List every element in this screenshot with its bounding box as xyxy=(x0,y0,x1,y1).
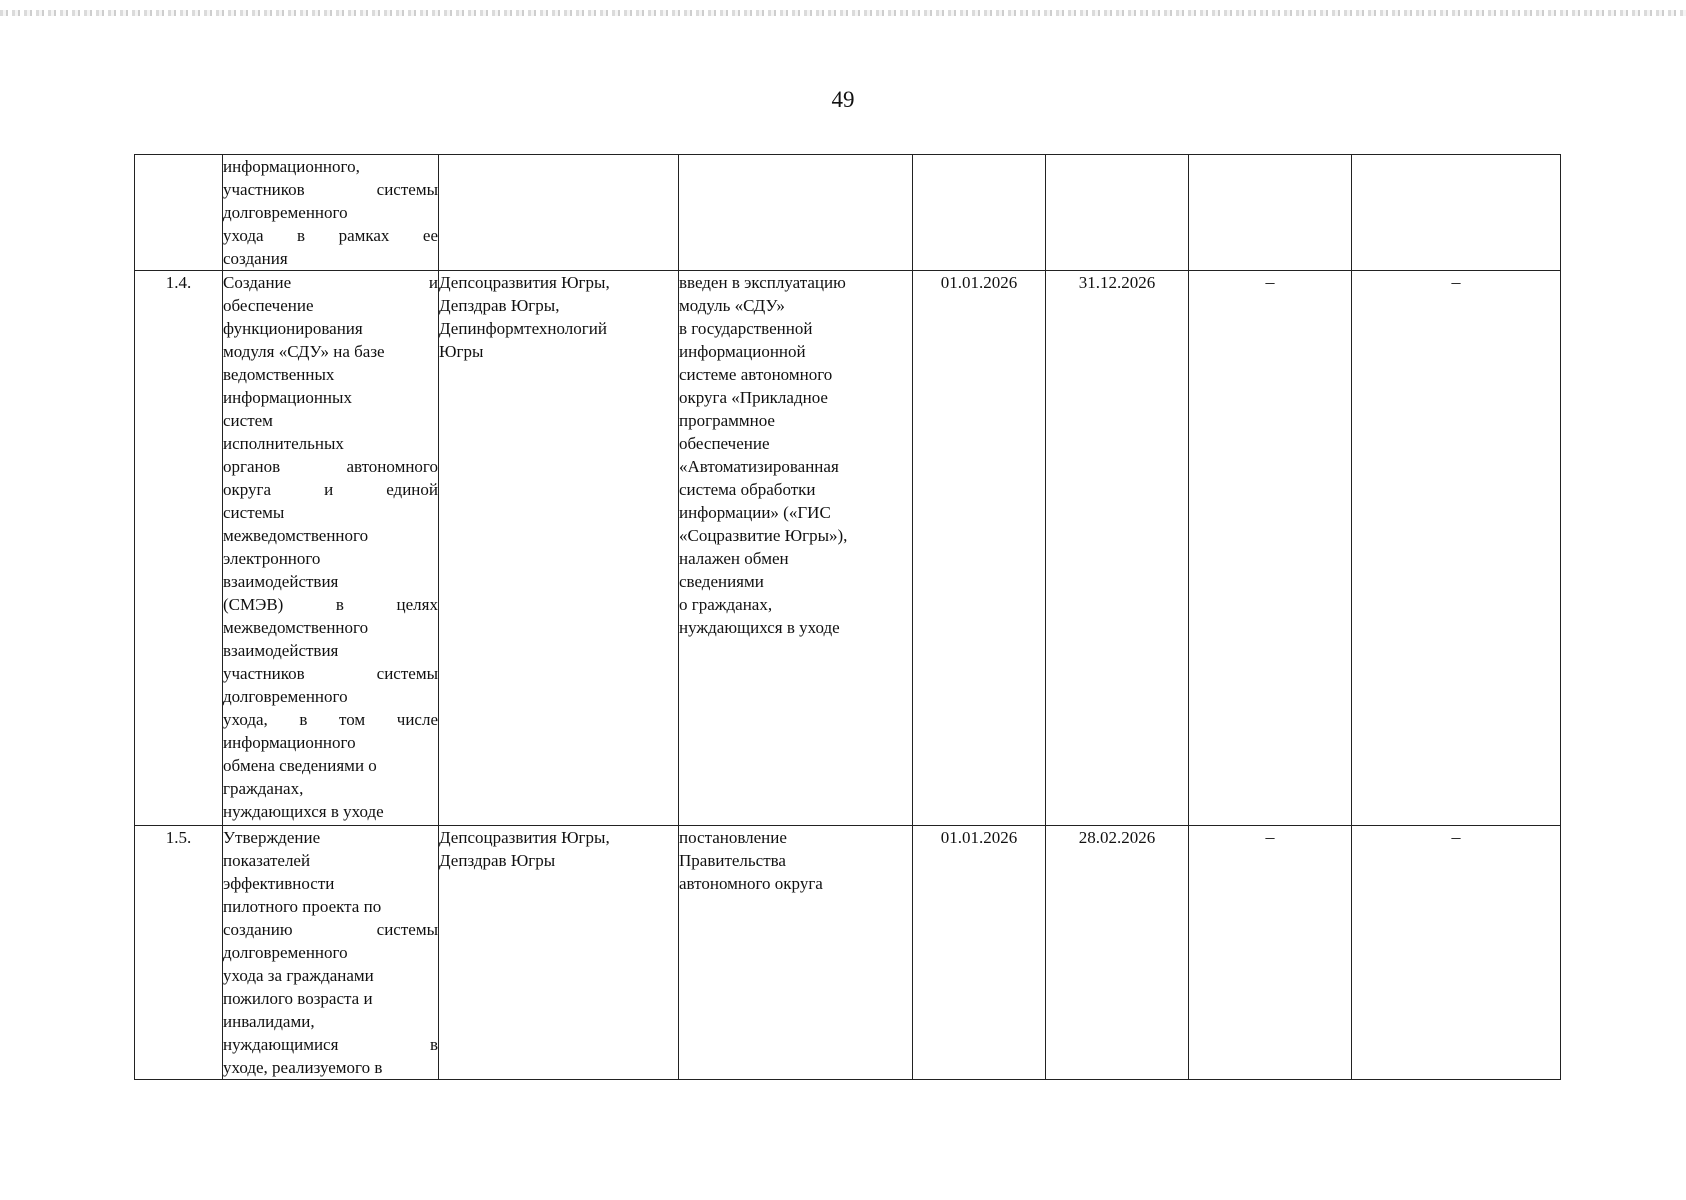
activity-cell xyxy=(223,826,439,1080)
cell-text-line: гражданах, xyxy=(223,779,304,798)
cell-text-word: созданию xyxy=(223,920,293,939)
row-number-cell xyxy=(135,826,223,1080)
scan-top-edge xyxy=(0,10,1686,16)
cell-text-word: (СМЭВ) xyxy=(223,595,284,614)
cell-text-line: программное xyxy=(679,411,775,430)
cell-text-word: в xyxy=(297,226,306,245)
extra-cell-2 xyxy=(1352,155,1561,271)
cell-text-line xyxy=(223,478,438,501)
cell-text-line: сведениями xyxy=(679,572,764,591)
cell-text-word: системы xyxy=(376,664,438,683)
cell-text-line: Депздрав Югры xyxy=(439,851,556,870)
table-body xyxy=(135,155,1561,1080)
cell-text-line xyxy=(223,224,438,247)
end-date-cell xyxy=(1046,826,1189,1080)
cell-text-line: информационной xyxy=(679,342,806,361)
cell-text-line xyxy=(223,708,438,731)
table-row xyxy=(135,271,1561,826)
cell-text-word: нуждающимися xyxy=(223,1035,339,1054)
cell-text-line xyxy=(223,271,438,294)
row-number-cell xyxy=(135,155,223,271)
cell-text-line: ухода за гражданами xyxy=(223,966,374,985)
cell-text-word: ее xyxy=(422,226,438,245)
cell-text-word: и xyxy=(428,273,438,292)
cell-text-line: модуль «СДУ» xyxy=(679,296,785,315)
extra-cell-2 xyxy=(1352,826,1561,1080)
cell-text-word: ухода xyxy=(223,226,264,245)
cell-text-line: взаимодействия xyxy=(223,572,339,591)
end-date: 28.02.2026 xyxy=(1078,828,1156,847)
cell-text-line: Югры xyxy=(439,342,484,361)
cell-text-line: пилотного проекта по xyxy=(223,897,382,916)
cell-text-line: долговременного xyxy=(223,203,348,222)
cell-text-word: ухода, xyxy=(223,710,268,729)
result-cell xyxy=(679,271,913,826)
cell-text-line: информационных xyxy=(223,388,352,407)
cell-text-line: постановление xyxy=(679,828,787,847)
cell-text-line: обеспечение xyxy=(679,434,770,453)
start-date-cell xyxy=(913,271,1046,826)
cell-text-line: создания xyxy=(223,249,288,268)
cell-text-line: межведомственного xyxy=(223,618,369,637)
end-date: 31.12.2026 xyxy=(1078,273,1156,292)
cell-text-line: информационного xyxy=(223,733,356,752)
cell-text-line: обмена сведениями о xyxy=(223,756,377,775)
cell-text-line: информационного, xyxy=(223,157,360,176)
cell-text-line: систем xyxy=(223,411,273,430)
cell-text-line: налажен обмен xyxy=(679,549,789,568)
cell-text-line xyxy=(223,178,438,201)
cell-text-line: уходе, реализуемого в xyxy=(223,1058,383,1077)
cell-text-line: Утверждение xyxy=(223,828,321,847)
row-number: 1.5. xyxy=(165,828,192,847)
row-number-cell xyxy=(135,271,223,826)
cell-text-word: целях xyxy=(396,595,438,614)
cell-text-line: «Соцразвитие Югры»), xyxy=(679,526,848,545)
cell-text-line xyxy=(223,1033,438,1056)
cell-text-line: системы xyxy=(223,503,285,522)
cell-text-word: в xyxy=(429,1035,438,1054)
cell-text-line: модуля «СДУ» на базе xyxy=(223,342,385,361)
cell-text-word: участников xyxy=(223,664,305,683)
result-cell xyxy=(679,155,913,271)
extra-cell-2 xyxy=(1352,271,1561,826)
cell-text-line: система обработки xyxy=(679,480,816,499)
activity-cell xyxy=(223,271,439,826)
cell-text-line: нуждающихся в уходе xyxy=(679,618,840,637)
end-date-cell xyxy=(1046,271,1189,826)
cell-text-line: о гражданах, xyxy=(679,595,773,614)
dash-mark: – xyxy=(1451,272,1461,292)
cell-text-line: Депсоцразвития Югры, xyxy=(439,273,610,292)
cell-text-word: автономного xyxy=(346,457,438,476)
cell-text-line: функционирования xyxy=(223,319,363,338)
cell-text-line: долговременного xyxy=(223,943,348,962)
cell-text-line: Депсоцразвития Югры, xyxy=(439,828,610,847)
cell-text-line: введен в эксплуатацию xyxy=(679,273,846,292)
cell-text-line: округа «Прикладное xyxy=(679,388,828,407)
page-number: 49 xyxy=(831,87,855,112)
cell-text-line: инвалидами, xyxy=(223,1012,315,1031)
cell-text-line: обеспечение xyxy=(223,296,314,315)
cell-text-line: электронного xyxy=(223,549,321,568)
start-date: 01.01.2026 xyxy=(940,828,1018,847)
cell-text-line: автономного округа xyxy=(679,874,823,893)
cell-text-word: системы xyxy=(376,920,438,939)
cell-text-line: информации» («ГИС xyxy=(679,503,831,522)
cell-text-line: ведомственных xyxy=(223,365,335,384)
cell-text-line: Правительства xyxy=(679,851,786,870)
start-date-cell xyxy=(913,155,1046,271)
cell-text-word: Создание xyxy=(223,273,292,292)
cell-text-word: участников xyxy=(223,180,305,199)
cell-text-line: Депинформтехнологий xyxy=(439,319,607,338)
row-number: 1.4. xyxy=(165,273,192,292)
cell-text-line: долговременного xyxy=(223,687,348,706)
activity-cell xyxy=(223,155,439,271)
cell-text-line: межведомственного xyxy=(223,526,369,545)
cell-text-line: взаимодействия xyxy=(223,641,339,660)
extra-cell-1 xyxy=(1189,826,1352,1080)
cell-text-word: числе xyxy=(396,710,438,729)
cell-text-line: Депздрав Югры, xyxy=(439,296,560,315)
dash-mark: – xyxy=(1265,827,1275,847)
cell-text-line: нуждающихся в уходе xyxy=(223,802,384,821)
cell-text-line: показателей xyxy=(223,851,311,870)
extra-cell-1 xyxy=(1189,271,1352,826)
executor-cell xyxy=(439,155,679,271)
dash-mark: – xyxy=(1265,272,1275,292)
cell-text-line: системе автономного xyxy=(679,365,833,384)
cell-text-word: единой xyxy=(386,480,438,499)
cell-text-word: в xyxy=(335,595,344,614)
cell-text-word: округа xyxy=(223,480,272,499)
plan-table xyxy=(134,154,1561,1080)
cell-text-line xyxy=(223,593,438,616)
cell-text-line xyxy=(223,662,438,685)
cell-text-word: органов xyxy=(223,457,281,476)
cell-text-word: в xyxy=(299,710,308,729)
cell-text-line: эффективности xyxy=(223,874,335,893)
cell-text-line: пожилого возраста и xyxy=(223,989,373,1008)
cell-text-line: в государственной xyxy=(679,319,813,338)
end-date-cell xyxy=(1046,155,1189,271)
dash-mark: – xyxy=(1451,827,1461,847)
table-row xyxy=(135,155,1561,271)
cell-text-line xyxy=(223,455,438,478)
executor-cell xyxy=(439,826,679,1080)
cell-text-line: исполнительных xyxy=(223,434,344,453)
executor-cell xyxy=(439,271,679,826)
start-date: 01.01.2026 xyxy=(940,273,1018,292)
table-row xyxy=(135,826,1561,1080)
cell-text-word: и xyxy=(324,480,334,499)
result-cell xyxy=(679,826,913,1080)
cell-text-line xyxy=(223,918,438,941)
cell-text-word: рамках xyxy=(338,226,390,245)
cell-text-line: «Автоматизированная xyxy=(679,457,839,476)
extra-cell-1 xyxy=(1189,155,1352,271)
cell-text-word: системы xyxy=(376,180,438,199)
cell-text-word: том xyxy=(339,710,366,729)
start-date-cell xyxy=(913,826,1046,1080)
